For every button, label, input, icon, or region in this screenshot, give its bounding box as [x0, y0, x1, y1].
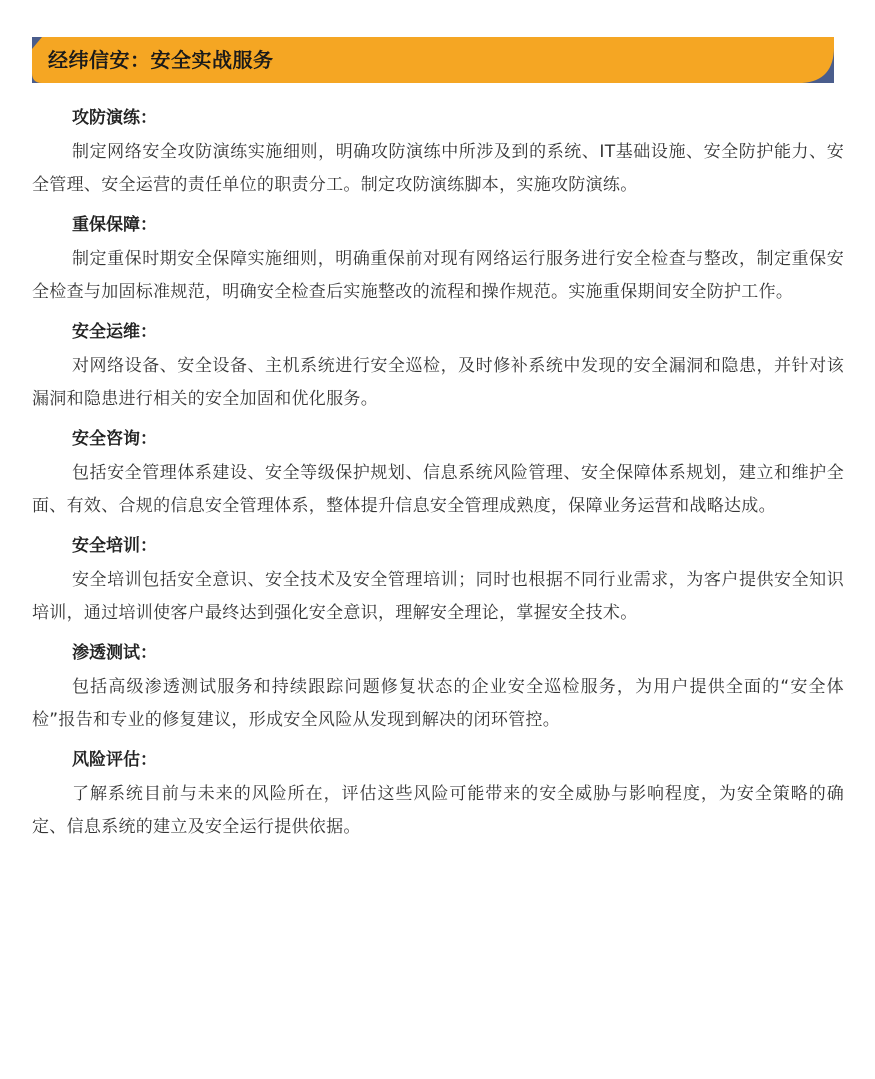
- section-title: 渗透测试：: [72, 643, 157, 663]
- section-title: 安全培训：: [72, 536, 157, 556]
- section-title: 安全运维：: [72, 322, 157, 342]
- section-security-consulting: [32, 423, 844, 523]
- section-body: 包括高级渗透测试服务和持续跟踪问题修复状态的企业安全巡检服务，为用户提供全面的“安全体检”报告和专业的修复建议，形成安全风险从发现到解决的闭环管控。: [32, 677, 844, 730]
- header-banner: [32, 37, 834, 83]
- section-title: 安全咨询：: [72, 429, 157, 449]
- section-title: 攻防演练：: [72, 108, 157, 128]
- section-title: 风险评估：: [72, 750, 157, 770]
- section-body: 包括安全管理体系建设、安全等级保护规划、信息系统风险管理、安全保障体系规划，建立和维护全面、有效、合规的信息安全管理体系，整体提升信息安全管理成熟度，保障业务运营和战略达成。: [32, 463, 844, 516]
- section-body: 制定网络安全攻防演练实施细则，明确攻防演练中所涉及到的系统、IT基础设施、安全防护能力、安全管理、安全运营的责任单位的职责分工。制定攻防演练脚本，实施攻防演练。: [32, 142, 844, 195]
- content-area: [32, 100, 844, 851]
- section-major-event-protection: [32, 209, 844, 309]
- section-attack-defense: [32, 102, 844, 202]
- section-body: 制定重保时期安全保障实施细则，明确重保前对现有网络运行服务进行安全检查与整改，制定重保安全检查与加固标准规范，明确安全检查后实施整改的流程和操作规范。实施重保期间安全防护工作。: [32, 249, 844, 302]
- section-body: 安全培训包括安全意识、安全技术及安全管理培训；同时也根据不同行业需求，为客户提供安全知识培训，通过培训使客户最终达到强化安全意识，理解安全理论，掌握安全技术。: [32, 570, 844, 623]
- section-security-operations: [32, 316, 844, 416]
- section-body: 对网络设备、安全设备、主机系统进行安全巡检，及时修补系统中发现的安全漏洞和隐患，并针对该漏洞和隐患进行相关的安全加固和优化服务。: [32, 356, 844, 409]
- section-security-training: [32, 530, 844, 630]
- section-title: 重保保障：: [72, 215, 157, 235]
- section-risk-assessment: [32, 744, 844, 844]
- section-body: 了解系统目前与未来的风险所在，评估这些风险可能带来的安全威胁与影响程度，为安全策略的确定、信息系统的建立及安全运行提供依据。: [32, 784, 844, 837]
- page-title: 经纬信安：安全实战服务: [48, 48, 274, 72]
- section-penetration-testing: [32, 637, 844, 737]
